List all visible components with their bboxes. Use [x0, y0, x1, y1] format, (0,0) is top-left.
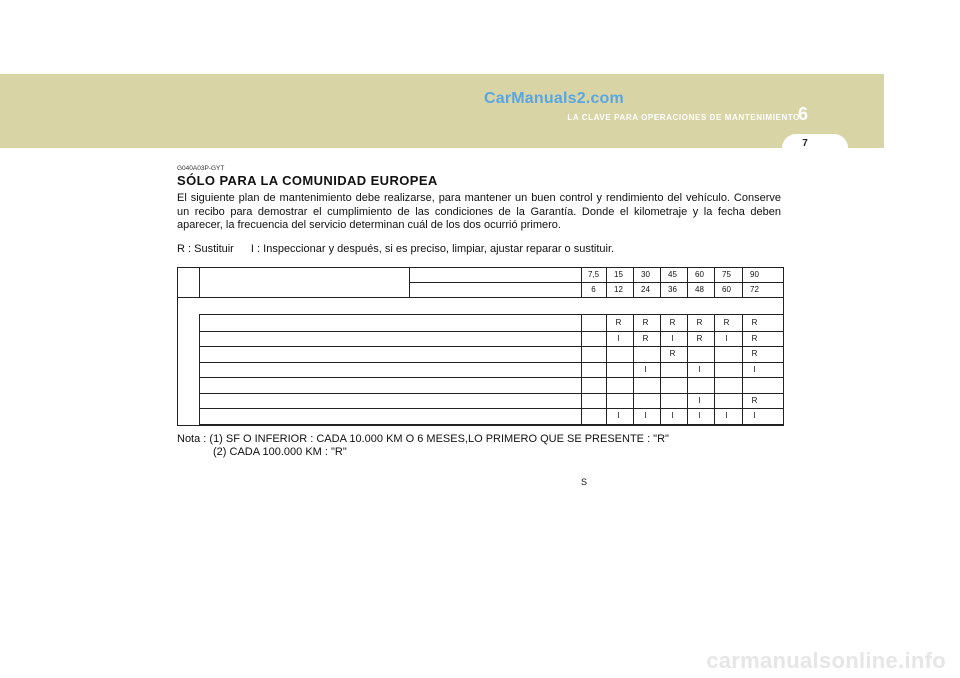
- interval-cell: R: [696, 318, 703, 327]
- page-title: SÓLO PARA LA COMUNIDAD EUROPEA: [177, 173, 438, 188]
- interval-cell: I: [725, 333, 728, 343]
- months-value: 60: [722, 285, 731, 294]
- interval-cell: R: [723, 318, 730, 327]
- section-title: LA CLAVE PARA OPERACIONES DE MANTENIMIENTO: [567, 113, 800, 122]
- interval-cell: I: [698, 364, 701, 374]
- row-divider: [199, 424, 783, 425]
- interval-cell: R: [751, 395, 758, 405]
- interval-cell: R: [696, 333, 703, 343]
- note-2: (2) CADA 100.000 KM : "R": [213, 446, 347, 458]
- row-divider: [199, 362, 783, 363]
- table-divider: [199, 315, 200, 426]
- interval-cell: R: [751, 318, 758, 327]
- table-divider: [199, 268, 200, 297]
- km-value: 75: [722, 270, 731, 279]
- km-value: 7,5: [587, 270, 600, 279]
- interval-cell: R: [669, 318, 676, 327]
- table-divider: [199, 314, 783, 315]
- table-divider: [742, 315, 743, 426]
- row-divider: [199, 377, 783, 378]
- row-divider: [199, 408, 783, 409]
- table-divider: [178, 297, 783, 298]
- table-divider: [714, 315, 715, 426]
- interval-cell: I: [671, 333, 674, 343]
- chapter-number: 6: [798, 104, 809, 124]
- interval-cell: I: [617, 333, 620, 343]
- interval-cell: R: [642, 318, 649, 327]
- interval-cell: I: [644, 364, 647, 374]
- interval-cell: I: [644, 411, 647, 420]
- months-value: 36: [668, 285, 677, 294]
- table-divider: [409, 282, 783, 283]
- months-value: 6: [591, 285, 596, 294]
- row-divider: [199, 393, 783, 394]
- legend-replace: R : Sustituir: [177, 243, 234, 255]
- interval-cell: R: [751, 333, 758, 343]
- page-number: 7: [802, 138, 808, 149]
- km-value: 30: [641, 270, 650, 279]
- interval-cell: I: [698, 411, 701, 420]
- legend: [177, 243, 628, 255]
- table-divider: [581, 315, 582, 426]
- interval-cell: I: [753, 411, 756, 420]
- months-value: 72: [750, 285, 759, 294]
- header-band: [0, 74, 884, 148]
- table-divider: [660, 315, 661, 426]
- months-value: 48: [695, 285, 704, 294]
- interval-cell: I: [671, 411, 674, 420]
- note-1: Nota : (1) SF O INFERIOR : CADA 10.000 KM O 6 MESES,LO PRIMERO QUE SE PRESENTE : "R": [177, 433, 669, 445]
- maintenance-table: [177, 267, 784, 426]
- legend-inspect: I : Inspeccionar y después, si es preciso, limpiar, ajustar reparar o sustituir.: [250, 243, 615, 255]
- intro-paragraph: El siguiente plan de mantenimiento debe realizarse, para mantener un buen control y rendimiento del vehículo. Conserve un recibo para demostrar el cumplimiento de las condiciones de la Garantía. Donde el kilometraje y la fecha deben aparecer, la frecuencia del servicio determinan cuál de los dos ocurrió primero.: [177, 192, 781, 231]
- notes: [177, 433, 669, 459]
- row-divider: [199, 346, 783, 347]
- watermark: carmanualsonline.info: [706, 648, 946, 673]
- months-value: 24: [641, 285, 650, 294]
- interval-cell: R: [751, 349, 758, 358]
- footer-letter: S: [581, 477, 588, 487]
- document-code: G040A03P-GYT: [177, 165, 225, 172]
- table-divider: [687, 315, 688, 426]
- months-value: 12: [614, 285, 623, 294]
- interval-cell: I: [698, 395, 701, 405]
- interval-cell: R: [615, 318, 622, 327]
- km-value: 45: [668, 270, 677, 279]
- interval-cell: R: [669, 349, 676, 358]
- interval-cell: I: [725, 411, 728, 420]
- interval-cell: I: [617, 411, 620, 420]
- interval-cell: I: [753, 364, 756, 374]
- km-value: 15: [614, 270, 623, 279]
- table-divider: [606, 315, 607, 426]
- km-value: 60: [695, 270, 704, 279]
- km-value: 90: [750, 270, 759, 279]
- table-divider: [633, 315, 634, 426]
- row-divider: [199, 331, 783, 332]
- brand-link[interactable]: CarManuals2.com: [484, 90, 624, 107]
- interval-cell: R: [642, 333, 649, 343]
